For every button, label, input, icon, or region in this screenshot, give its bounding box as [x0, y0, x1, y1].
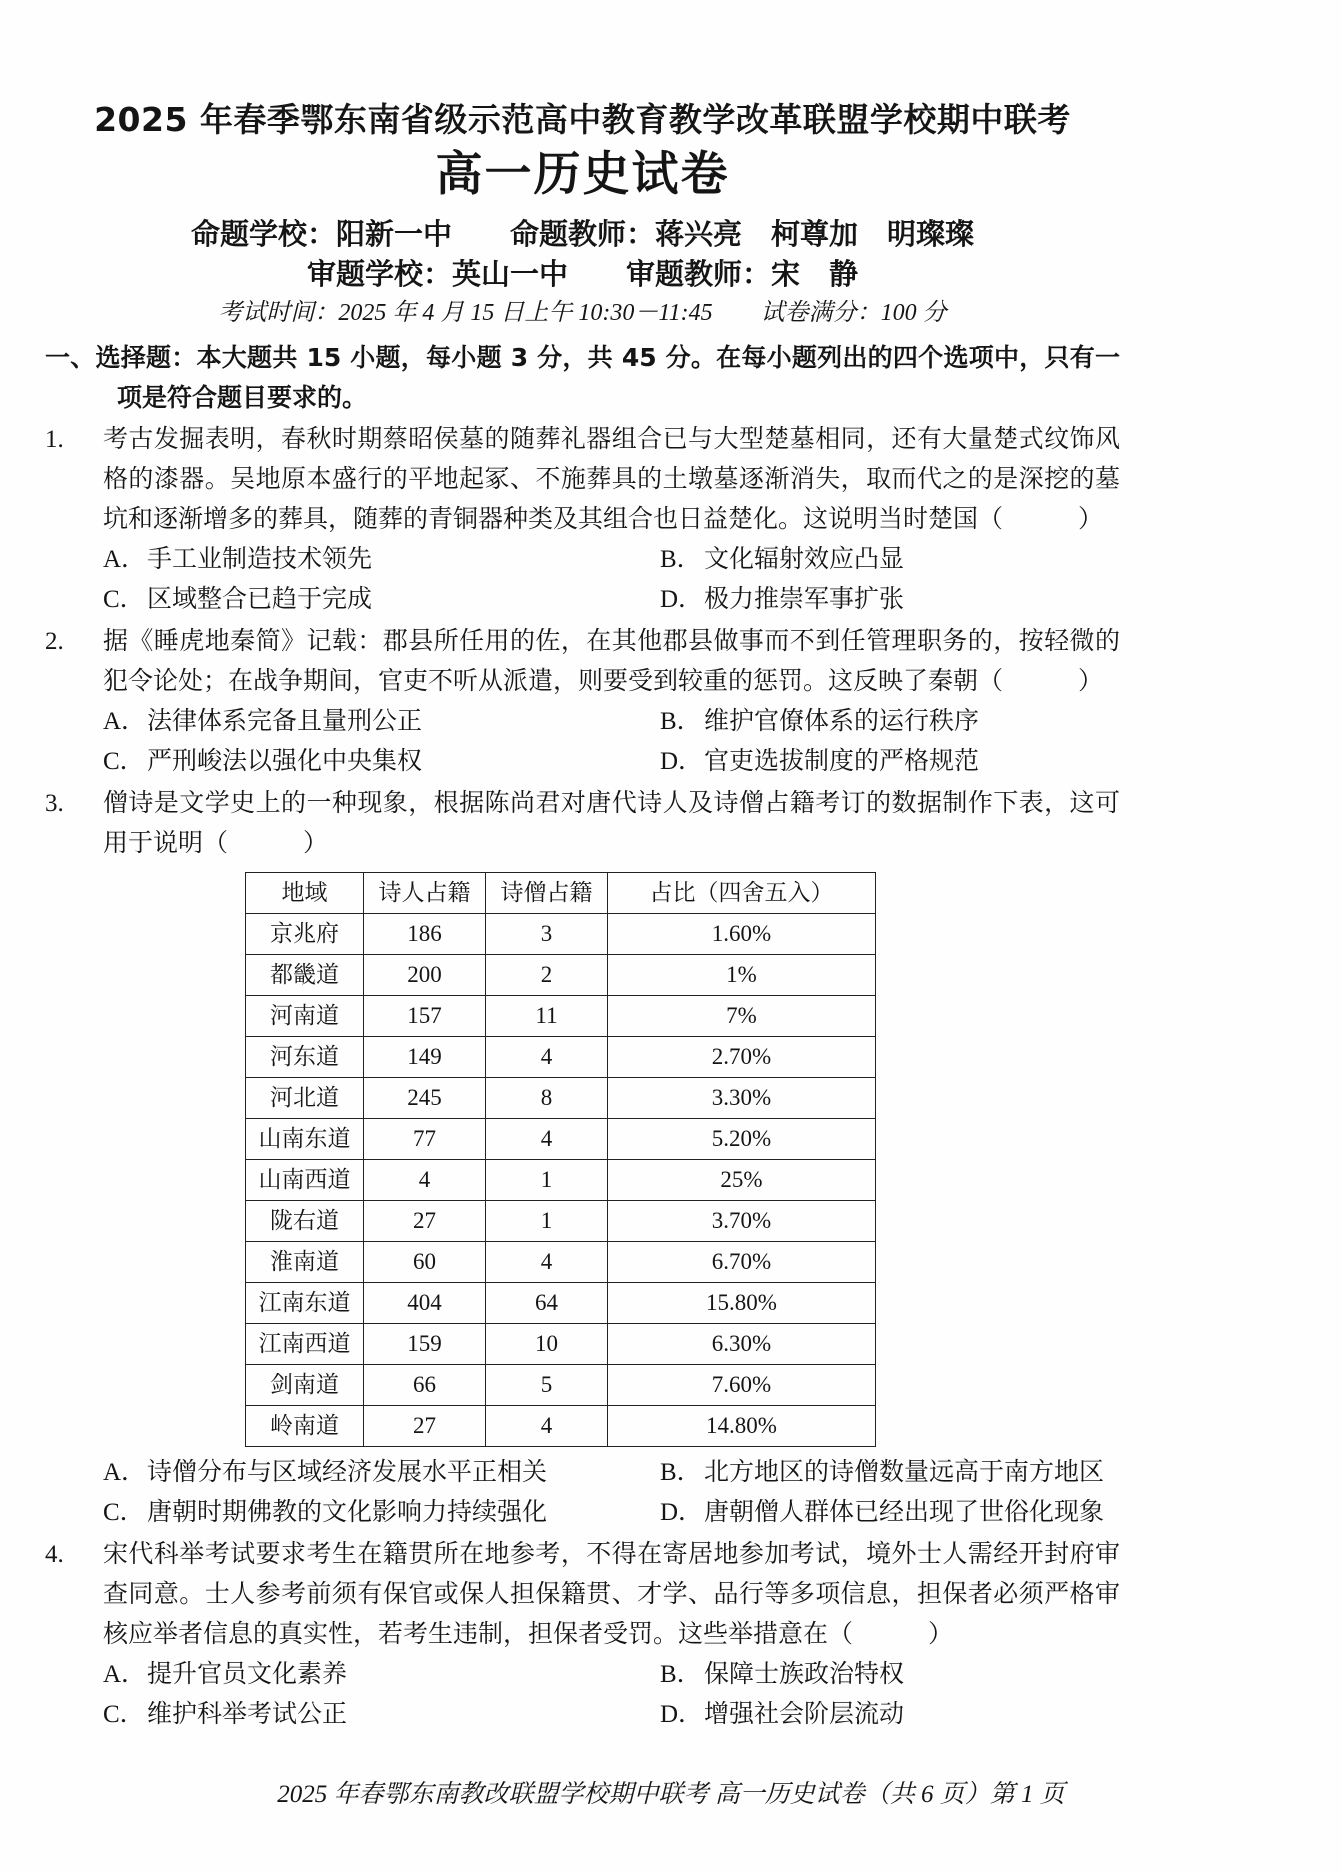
paper-header — [45, 98, 1120, 330]
option-a — [103, 1453, 660, 1493]
table-cell: 3 — [486, 914, 608, 955]
table-cell: 66 — [364, 1365, 486, 1406]
option-label: B． — [660, 1459, 702, 1486]
table-cell: 3.30% — [608, 1078, 876, 1119]
table-cell: 157 — [364, 996, 486, 1037]
question-number: 1. — [45, 426, 64, 453]
table-cell: 4 — [486, 1406, 608, 1447]
option-label: D． — [660, 1701, 704, 1728]
option-a — [103, 1655, 660, 1695]
col-header-region: 地域 — [246, 873, 364, 914]
col-header-poets: 诗人占籍 — [364, 873, 486, 914]
table-cell: 1.60% — [608, 914, 876, 955]
option-text: 唐朝僧人群体已经出现了世俗化现象 — [704, 1499, 1105, 1526]
table-cell: 149 — [364, 1037, 486, 1078]
table-cell: 江南西道 — [246, 1324, 364, 1365]
question-4-options — [103, 1655, 1120, 1735]
table-row — [246, 1242, 876, 1283]
question-stem: 据《睡虎地秦简》记载：郡县所任用的佐，在其他郡县做事而不到任管理职务的，按轻微的犯令论处；在战争期间，官吏不听从派遣，则要受到较重的惩罚。这反映了秦朝（ ） — [103, 628, 1120, 695]
table-cell: 2.70% — [608, 1037, 876, 1078]
table-row — [246, 1406, 876, 1447]
option-c — [103, 1695, 660, 1735]
table-row — [246, 1119, 876, 1160]
table-cell: 7% — [608, 996, 876, 1037]
paper-subtitle: 高一历史试卷 — [435, 147, 730, 202]
setter-school-line: 命题学校：阳新一中 命题教师：蒋兴亮 柯尊加 明璨璨 — [190, 217, 974, 251]
table-cell: 山南东道 — [246, 1119, 364, 1160]
question-stem: 宋代科举考试要求考生在籍贯所在地参考，不得在寄居地参加考试，境外士人需经开封府审查同意。士人参考前须有保官或保人担保籍贯、才学、品行等多项信息，担保者必须严格审核应举者信息的真实性，若考生违制，担保者受罚。这些举措意在（ ） — [103, 1541, 1120, 1648]
option-d — [660, 580, 1120, 620]
page-footer: 2025 年春鄂东南教改联盟学校期中联考 高一历史试卷（共 6 页）第 1 页 — [277, 1781, 1065, 1808]
table-cell: 都畿道 — [246, 955, 364, 996]
table-cell: 1 — [486, 1160, 608, 1201]
table-cell: 25% — [608, 1160, 876, 1201]
table-cell: 200 — [364, 955, 486, 996]
table-row — [246, 914, 876, 955]
option-text: 区域整合已趋于完成 — [147, 586, 373, 613]
table-cell: 245 — [364, 1078, 486, 1119]
option-text: 维护官僚体系的运行秩序 — [704, 708, 980, 735]
table-cell: 4 — [486, 1037, 608, 1078]
table-cell: 4 — [486, 1119, 608, 1160]
option-d — [660, 1695, 1120, 1735]
question-2-options — [103, 702, 1120, 782]
table-row — [246, 1160, 876, 1201]
option-text: 法律体系完备且量刑公正 — [147, 708, 423, 735]
option-c — [103, 580, 660, 620]
table-row — [246, 1283, 876, 1324]
table-row — [246, 1201, 876, 1242]
option-text: 维护科举考试公正 — [147, 1701, 348, 1728]
option-label: B． — [660, 708, 702, 735]
table-cell: 4 — [486, 1242, 608, 1283]
option-label: C． — [103, 1701, 145, 1728]
table-cell: 8 — [486, 1078, 608, 1119]
question-4 — [45, 1535, 1120, 1735]
table-cell: 河南道 — [246, 996, 364, 1037]
option-text: 北方地区的诗僧数量远高于南方地区 — [704, 1459, 1105, 1486]
table-cell: 77 — [364, 1119, 486, 1160]
table-row — [246, 1037, 876, 1078]
option-label: D． — [660, 586, 704, 613]
table-cell: 岭南道 — [246, 1406, 364, 1447]
section-instruction: 选择题：本大题共 15 小题，每小题 3 分，共 45 分。在每小题列出的四个选项中，只有一项是符合题目要求的。 — [95, 343, 1120, 412]
table-cell: 1 — [486, 1201, 608, 1242]
table-cell: 河北道 — [246, 1078, 364, 1119]
table-cell: 27 — [364, 1406, 486, 1447]
table-cell: 7.60% — [608, 1365, 876, 1406]
table-cell: 11 — [486, 996, 608, 1037]
option-d — [660, 1493, 1120, 1533]
table-cell: 剑南道 — [246, 1365, 364, 1406]
option-text: 唐朝时期佛教的文化影响力持续强化 — [147, 1499, 548, 1526]
option-text: 保障士族政治特权 — [704, 1661, 905, 1688]
table-cell: 64 — [486, 1283, 608, 1324]
option-label: A． — [103, 708, 147, 735]
table-cell: 27 — [364, 1201, 486, 1242]
option-b — [660, 1453, 1120, 1493]
table-cell: 淮南道 — [246, 1242, 364, 1283]
reviewer-school-line: 审题学校：英山一中 审题教师：宋 静 — [306, 257, 858, 291]
table-cell: 江南东道 — [246, 1283, 364, 1324]
option-text: 提升官员文化素养 — [147, 1661, 348, 1688]
paper-title: 2025 年春季鄂东南省级示范高中教育教学改革联盟学校期中联考 — [94, 100, 1071, 139]
section-label: 一、 — [45, 343, 96, 372]
table-cell: 4 — [364, 1160, 486, 1201]
col-header-percent: 占比（四舍五入） — [608, 873, 876, 914]
option-c — [103, 1493, 660, 1533]
option-label: B． — [660, 546, 702, 573]
question-number: 2. — [45, 628, 64, 655]
question-3-options — [103, 1453, 1120, 1533]
option-label: B． — [660, 1661, 702, 1688]
table-cell: 3.70% — [608, 1201, 876, 1242]
table-row — [246, 1365, 876, 1406]
option-label: C． — [103, 748, 145, 775]
table-row — [246, 996, 876, 1037]
option-c — [103, 742, 660, 782]
question-3 — [45, 784, 1120, 1533]
question-1 — [45, 420, 1120, 620]
option-text: 极力推崇军事扩张 — [704, 586, 905, 613]
poet-monk-table-wrap — [245, 872, 1120, 1447]
table-header-row — [246, 873, 876, 914]
table-cell: 6.70% — [608, 1242, 876, 1283]
table-cell: 2 — [486, 955, 608, 996]
table-cell: 404 — [364, 1283, 486, 1324]
table-cell: 10 — [486, 1324, 608, 1365]
option-label: C． — [103, 586, 145, 613]
poet-monk-registry-table — [245, 872, 876, 1447]
table-cell: 186 — [364, 914, 486, 955]
option-label: D． — [660, 1499, 704, 1526]
question-2 — [45, 622, 1120, 782]
option-b — [660, 702, 1120, 742]
option-label: C． — [103, 1499, 145, 1526]
option-label: A． — [103, 1459, 147, 1486]
option-text: 增强社会阶层流动 — [704, 1701, 905, 1728]
table-row — [246, 1324, 876, 1365]
option-a — [103, 540, 660, 580]
option-label: D． — [660, 748, 704, 775]
table-cell: 5.20% — [608, 1119, 876, 1160]
table-cell: 159 — [364, 1324, 486, 1365]
option-a — [103, 702, 660, 742]
question-1-options — [103, 540, 1120, 620]
question-stem: 僧诗是文学史上的一种现象，根据陈尚君对唐代诗人及诗僧占籍考订的数据制作下表，这可用于说明（ ） — [103, 790, 1120, 857]
table-cell: 14.80% — [608, 1406, 876, 1447]
option-text: 手工业制造技术领先 — [147, 546, 373, 573]
exam-time-score-line: 考试时间：2025 年 4 月 15 日上午 10:30－11:45 试卷满分：100 分 — [218, 300, 947, 326]
table-cell: 60 — [364, 1242, 486, 1283]
option-text: 官吏选拔制度的严格规范 — [704, 748, 980, 775]
question-stem: 考古发掘表明，春秋时期蔡昭侯墓的随葬礼器组合已与大型楚墓相同，还有大量楚式纹饰风格的漆器。吴地原本盛行的平地起冢、不施葬具的土墩墓逐渐消失，取而代之的是深挖的墓坑和逐渐增多的葬具，随葬的青铜器种类及其组合也日益楚化。这说明当时楚国（ ） — [103, 426, 1120, 533]
question-number: 4. — [45, 1541, 64, 1568]
option-label: A． — [103, 546, 147, 573]
option-text: 文化辐射效应凸显 — [704, 546, 905, 573]
table-cell: 京兆府 — [246, 914, 364, 955]
table-cell: 陇右道 — [246, 1201, 364, 1242]
table-row — [246, 955, 876, 996]
table-cell: 5 — [486, 1365, 608, 1406]
option-b — [660, 540, 1120, 580]
option-label: A． — [103, 1661, 147, 1688]
table-cell: 河东道 — [246, 1037, 364, 1078]
section-one-heading — [45, 338, 1120, 418]
question-number: 3. — [45, 790, 64, 817]
option-b — [660, 1655, 1120, 1695]
option-d — [660, 742, 1120, 782]
col-header-monks: 诗僧占籍 — [486, 873, 608, 914]
table-cell: 15.80% — [608, 1283, 876, 1324]
table-cell: 6.30% — [608, 1324, 876, 1365]
option-text: 诗僧分布与区域经济发展水平正相关 — [147, 1459, 548, 1486]
table-cell: 1% — [608, 955, 876, 996]
table-row — [246, 1078, 876, 1119]
table-cell: 山南西道 — [246, 1160, 364, 1201]
option-text: 严刑峻法以强化中央集权 — [147, 748, 423, 775]
